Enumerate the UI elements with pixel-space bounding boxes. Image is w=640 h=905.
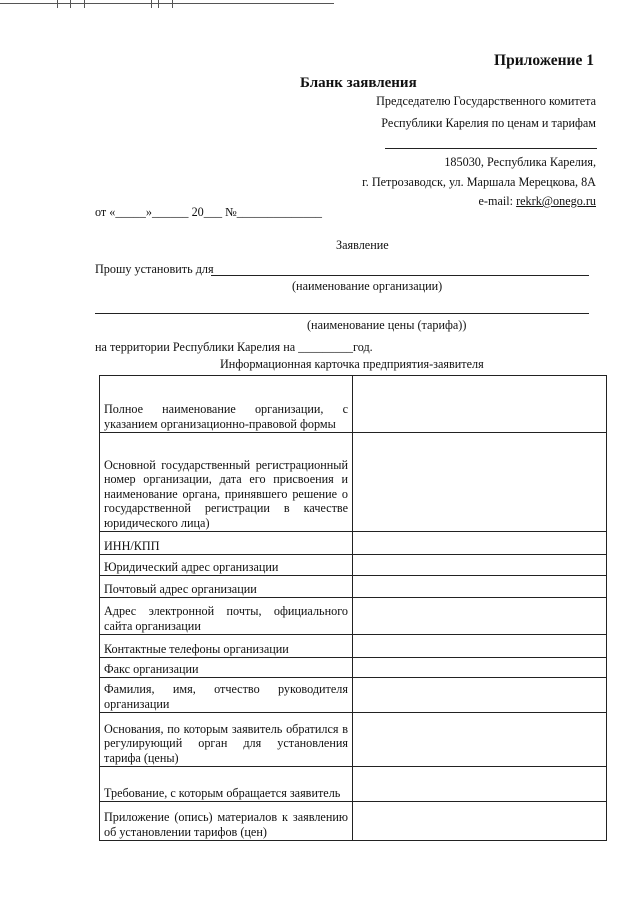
addressee-address-2: г. Петрозаводск, ул. Маршала Мерецкова, 8А [362, 175, 596, 189]
row-value[interactable] [353, 532, 607, 555]
appendix-title: Приложение 1 [494, 52, 594, 69]
table-row [100, 635, 607, 658]
email-prefix: e-mail: [478, 194, 517, 208]
row-label: Приложение (опись) материалов к заявлению об установлении тарифов (цен) [100, 802, 353, 841]
table-row [100, 576, 607, 598]
row-label: Основания, по которым заявитель обратился в регулирующий орган для установления тарифа (цены) [100, 713, 353, 767]
form-title: Бланк заявления [300, 75, 417, 91]
scan-edge-artifact [0, 0, 340, 8]
addressee-email-line [300, 194, 596, 209]
row-value[interactable] [353, 555, 607, 576]
row-value[interactable] [353, 802, 607, 841]
row-value[interactable] [353, 635, 607, 658]
addressee-line-1: Председателю Государственного комитета [376, 94, 596, 108]
addressee-address-1: 185030, Республика Карелия, [444, 155, 596, 169]
addressee-underline [385, 148, 597, 149]
email-link[interactable]: rekrk@onego.ru [516, 194, 596, 208]
row-label: Требование, с которым обращается заявитель [100, 767, 353, 802]
row-label: Факс организации [100, 658, 353, 678]
table-row [100, 658, 607, 678]
row-label: Почтовый адрес организации [100, 576, 353, 598]
information-card-table [99, 375, 607, 841]
row-label: ИНН/КПП [100, 532, 353, 555]
caption-org-name: (наименование организации) [292, 279, 443, 293]
request-prefix: Прошу установить для [95, 262, 214, 276]
price-name-underline [95, 313, 589, 314]
table-row [100, 802, 607, 841]
row-label: Контактные телефоны организации [100, 635, 353, 658]
table-row [100, 532, 607, 555]
addressee-line-2: Республики Карелия по ценам и тарифам [381, 116, 596, 130]
table-row [100, 433, 607, 532]
row-value[interactable] [353, 376, 607, 433]
table-row [100, 713, 607, 767]
table-row [100, 678, 607, 713]
table-row [100, 767, 607, 802]
territory-line: на территории Республики Карелия на _________год. [95, 340, 373, 354]
row-value[interactable] [353, 433, 607, 532]
statement-title: Заявление [336, 238, 389, 252]
row-value[interactable] [353, 767, 607, 802]
row-value[interactable] [353, 713, 607, 767]
row-value[interactable] [353, 598, 607, 635]
table-row [100, 555, 607, 576]
date-number-line: от «_____»______ 20___ №______________ [95, 205, 323, 219]
row-value[interactable] [353, 678, 607, 713]
row-label: Полное наименование организации, с указанием организационно-правовой формы [100, 376, 353, 433]
row-label: Юридический адрес организации [100, 555, 353, 576]
row-value[interactable] [353, 658, 607, 678]
row-label: Основной государственный регистрационный номер организации, дата его присвоения и наименование органа, принявшего решение о государственной регистрации в качестве юридического лица) [100, 433, 353, 532]
caption-price-name: (наименование цены (тарифа)) [307, 318, 467, 332]
row-label: Фамилия, имя, отчество руководителя организации [100, 678, 353, 713]
row-label: Адрес электронной почты, официального сайта организации [100, 598, 353, 635]
table-row [100, 598, 607, 635]
card-title: Информационная карточка предприятия-заявителя [220, 357, 484, 371]
row-value[interactable] [353, 576, 607, 598]
org-name-underline [211, 275, 589, 276]
table-row [100, 376, 607, 433]
